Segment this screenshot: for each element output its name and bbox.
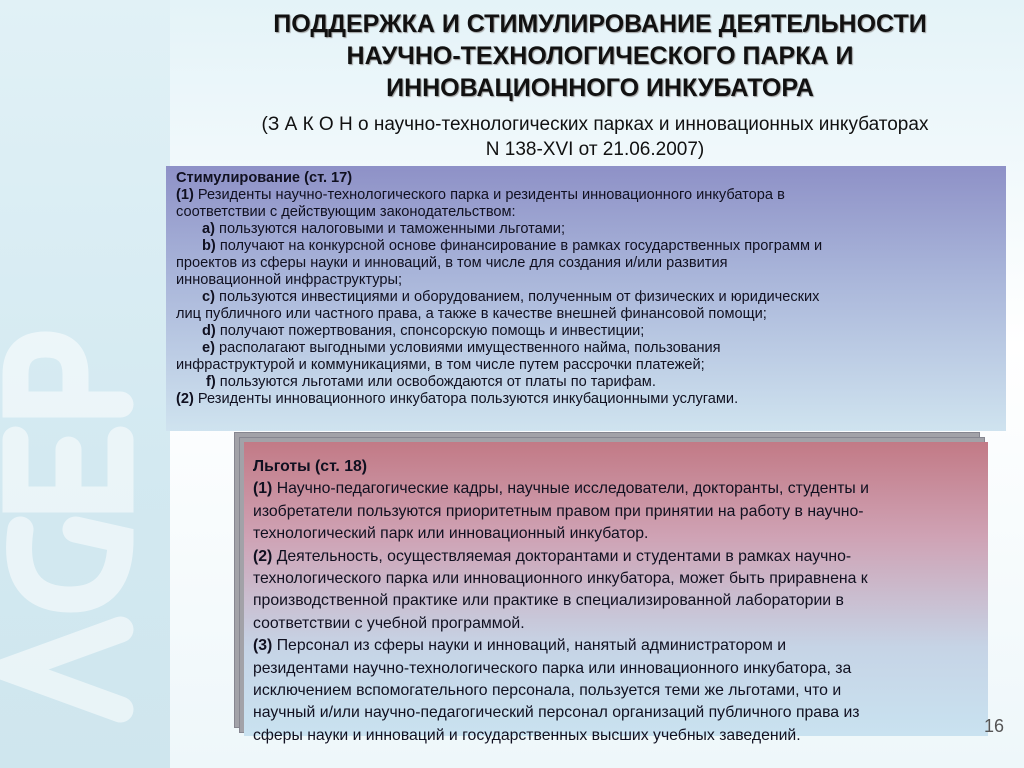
article-18-paragraph-2-cont: производственной практике или практике в специализированной лаборатории в xyxy=(253,592,844,610)
article-18-paragraph-1-cont: технологический парк или инновационный инкубатор. xyxy=(253,525,649,543)
article-17-item-a: a) пользуются налоговыми и таможенными льготами; xyxy=(202,221,566,237)
left-decorative-panel xyxy=(0,0,170,768)
article-17-item-e: e) располагают выгодными условиями имущественного найма, пользования xyxy=(202,340,721,356)
article-17-paragraph-1: (1) Резиденты научно-технологического парка и резиденты инновационного инкубатора в xyxy=(176,187,785,203)
article-17-item-b-cont: проектов из сферы науки и инноваций, в том числе для создания и/или развития xyxy=(176,255,728,271)
article-18-paragraph-2-cont: соответствии с учебной программой. xyxy=(253,614,525,632)
article-17-item-d: d) получают пожертвования, спонсорскую помощь и инвестиции; xyxy=(202,323,645,339)
title-line: ПОДДЕРЖКА И СТИМУЛИРОВАНИЕ ДЕЯТЕЛЬНОСТИ xyxy=(273,10,927,38)
law-reference-line: (З А К О Н о научно-технологических парках и инновационных инкубаторах xyxy=(261,114,929,135)
article-18-paragraph-2-cont: технологического парка или инновационного инкубатора, может быть приравнена к xyxy=(253,570,868,588)
law-reference-line: N 138-XVI от 21.06.2007) xyxy=(485,139,705,160)
article-18-box xyxy=(244,442,988,744)
article-17-item-f: f) пользуются льготами или освобождаются от платы по тарифам. xyxy=(206,374,656,390)
article-18-paragraph-3-cont: исключением вспомогательного персонала, пользуется теми же льготами, что и xyxy=(253,682,842,700)
article-17-box xyxy=(166,166,1006,431)
article-18-paragraph-1: (1) Научно-педагогические кадры, научные исследователи, докторанты, студенты и xyxy=(253,480,869,498)
article-17-item-c: c) пользуются инвестициями и оборудованием, полученным от физических и юридических xyxy=(202,289,820,305)
article-17-item-b-cont: инновационной инфраструктуры; xyxy=(176,272,403,288)
article-18-paragraph-3-cont: научный и/или научно-педагогический персонал организаций публичного права из xyxy=(253,704,860,722)
article-17-item-e-cont: инфраструктурой и коммуникациями, в том числе путем рассрочки платежей; xyxy=(176,357,705,373)
agepi-logo-icon xyxy=(0,330,141,730)
article-17-heading: Стимулирование (ст. 17) xyxy=(176,170,353,186)
article-17-item-b: b) получают на конкурсной основе финансирование в рамках государственных программ и xyxy=(202,238,823,254)
title-line: ИННОВАЦИОННОГО ИНКУБАТОРА xyxy=(386,74,814,102)
article-18-paragraph-1-cont: изобретатели пользуются приоритетным правом при принятии на работу в научно- xyxy=(253,502,864,520)
article-17-item-c-cont: лиц публичного или частного права, а также в качестве внешней финансовой помощи; xyxy=(176,306,767,322)
article-18-box-wrapper xyxy=(234,432,988,744)
law-reference xyxy=(170,112,1020,162)
slide-title xyxy=(190,8,1010,104)
page-number: 16 xyxy=(983,716,1004,736)
article-17-paragraph-2: (2) Резиденты инновационного инкубатора пользуются инкубационными услугами. xyxy=(176,391,739,407)
article-18-paragraph-3-cont: сферы науки и инноваций и государственных высших учебных заведений. xyxy=(253,726,801,744)
article-18-paragraph-3: (3) Персонал из сферы науки и инноваций, нанятый администратором и xyxy=(253,637,787,655)
agepi-logo-watermark xyxy=(0,330,170,730)
title-line: НАУЧНО-ТЕХНОЛОГИЧЕСКОГО ПАРКА И xyxy=(346,42,854,70)
article-18-paragraph-2: (2) Деятельность, осуществляемая докторантами и студентами в рамках научно- xyxy=(253,547,852,565)
article-18-paragraph-3-cont: резидентами научно-технологического парка или инновационного инкубатора, за xyxy=(253,659,852,677)
article-18-heading: Льготы (ст. 18) xyxy=(253,458,368,475)
article-17-paragraph-1-cont: соответствии с действующим законодательством: xyxy=(176,204,516,220)
